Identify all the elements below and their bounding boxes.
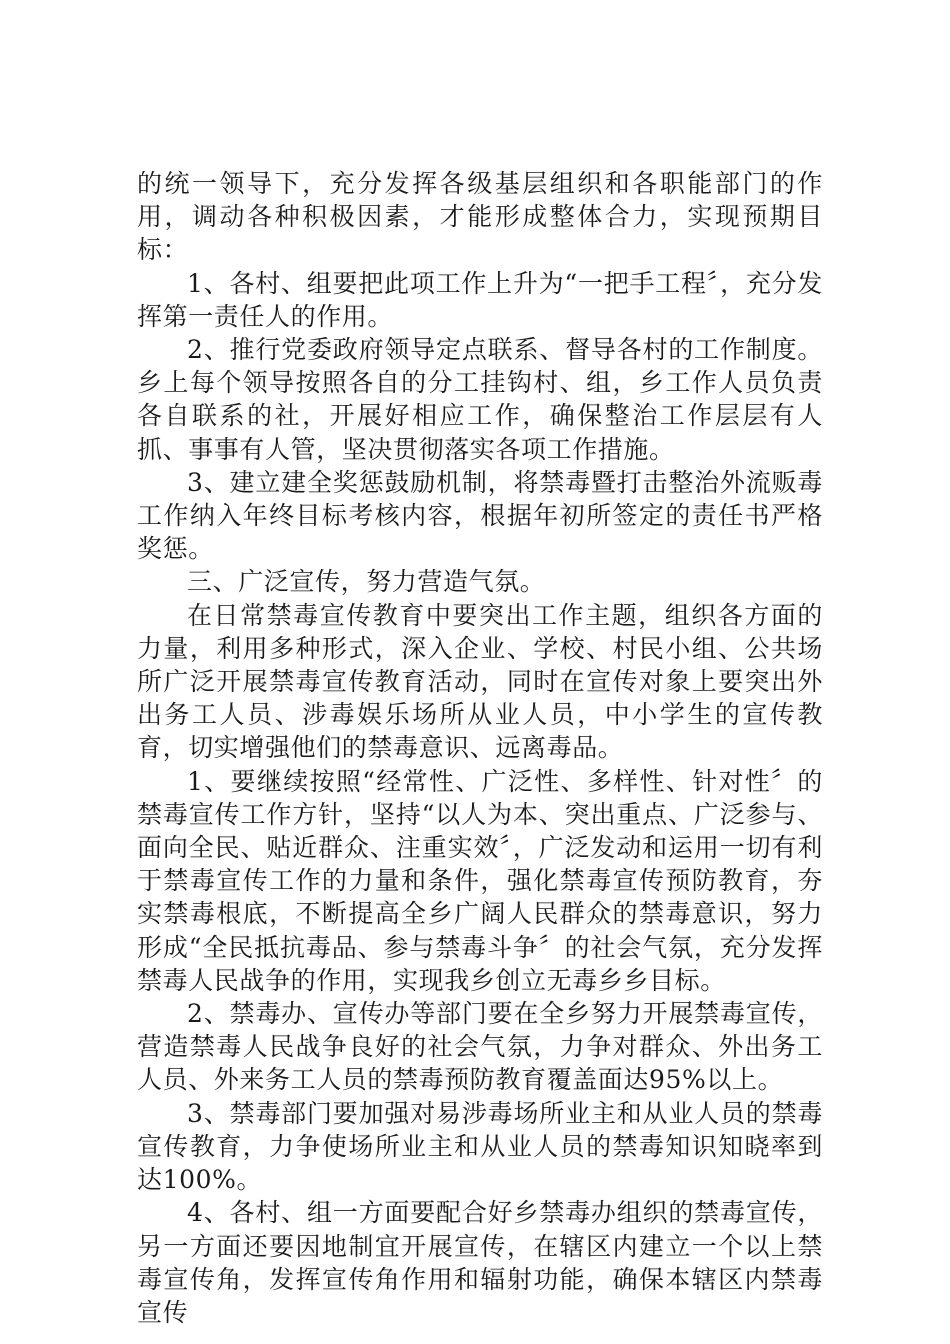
paragraph-item-2: 2、推行党委政府领导定点联系、督导各村的工作制度。乡上每个领导按照各自的分工挂钩村、组，乡工作人员负责各自联系的社，开展好相应工作，确保整治工作层层有人抓、事事有人管，坚决贯彻落实各项工作措施。 (137, 335, 823, 464)
paragraph-section-intro: 在日常禁毒宣传教育中要突出工作主题，组织各方面的力量，利用多种形式，深入企业、学校、村民小组、公共场所广泛开展禁毒宣传教育活动，同时在宣传对象上要突出外出务工人员、涉毒娱乐场所从业人员，中小学生的宣传教育，切实增强他们的禁毒意识、远离毒品。 (137, 600, 823, 763)
document-body (137, 167, 823, 1329)
paragraph-item-3: 3、建立建全奖惩鼓励机制，将禁毒暨打击整治外流贩毒工作纳入年终目标考核内容，根据年初所签定的责任书严格奖惩。 (137, 467, 823, 564)
paragraph-item-1b: 1、要继续按照“经常性、广泛性、多样性、针对性〞的禁毒宣传工作方针，坚持“以人为本、突出重点、广泛参与、面向全民、贴近群众、注重实效〞，广泛发动和运用一切有利于禁毒宣传工作的力量和条件，强化禁毒宣传预防教育，夯实禁毒根底，不断提高全乡广阔人民群众的禁毒意识，努力形成“全民抵抗毒品、参与禁毒斗争〞的社会气氛，充分发挥禁毒人民战争的作用，实现我乡创立无毒乡乡目标。 (137, 766, 823, 995)
paragraph-item-2b: 2、禁毒办、宣传办等部门要在全乡努力开展禁毒宣传，营造禁毒人民战争良好的社会气氛，力争对群众、外出务工人员、外来务工人员的禁毒预防教育覆盖面达95%以上。 (137, 999, 823, 1095)
section-heading-3: 三、广泛宣传，努力营造气氛。 (187, 567, 546, 597)
paragraph-item-4b: 4、各村、组一方面要配合好乡禁毒办组织的禁毒宣传，另一方面还要因地制宜开展宣传，在辖区内建立一个以上禁毒宣传角，发挥宣传角作用和辐射功能，确保本辖区内禁毒宣传 (137, 1198, 823, 1327)
paragraph-continuation: 的统一领导下，充分发挥各级基层组织和各职能部门的作用，调动各种积极因素，才能形成整体合力，实现预期目标： (137, 169, 823, 265)
paragraph-item-1: 1、各村、组要把此项工作上升为“一把手工程〞，充分发挥第一责任人的作用。 (137, 268, 823, 331)
paragraph-item-3b: 3、禁毒部门要加强对易涉毒场所业主和从业人员的禁毒宣传教育，力争使场所业主和从业人员的禁毒知识知晓率到达100%。 (137, 1098, 823, 1195)
